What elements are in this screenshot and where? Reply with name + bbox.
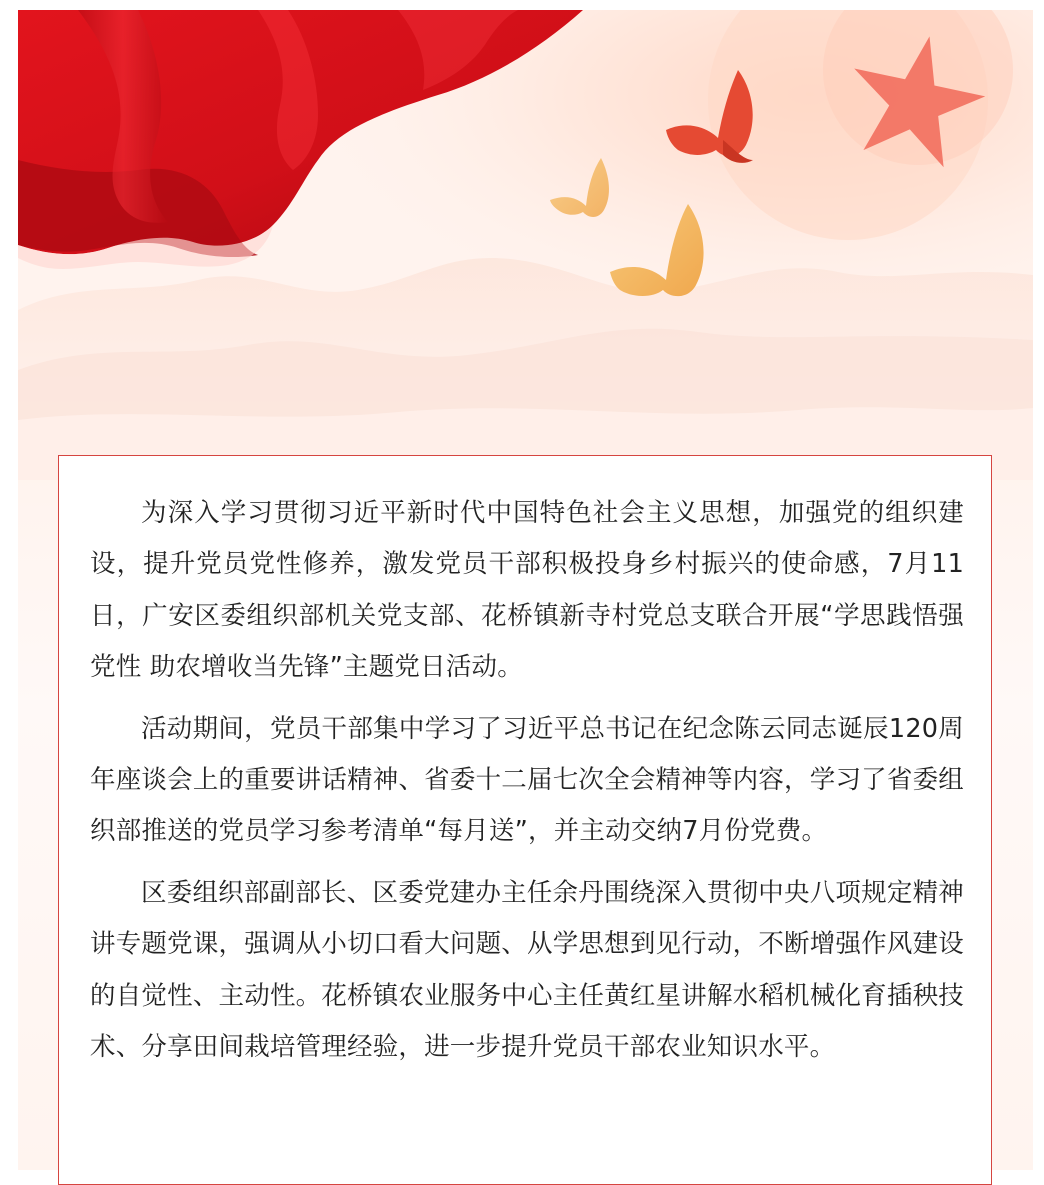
article-paragraph-lecture: 区委组织部副部长、区委党建办主任余丹围绕深入贯彻中央八项规定精神讲专题党课，强调从小切口看大问题、从学思想到见行动，不断增强作风建设的自觉性、主动性。花桥镇农业服务中心主任黄红星讲解水稻机械化育插秧技术、分享田间栽培管理经验，进一步提升党员干部农业知识水平。 (90, 877, 964, 1063)
article-body (90, 488, 964, 1073)
article-paragraph-study: 活动期间，党员干部集中学习了习近平总书记在纪念陈云同志诞辰120周年座谈会上的重要讲话精神、省委十二届七次全会精神等内容，学习了省委组织部推送的党员学习参考清单“每月送”，并主动交纳7月份党费。 (90, 713, 964, 847)
article-paragraph-intro: 为深入学习贯彻习近平新时代中国特色社会主义思想，加强党的组织建设，提升党员党性修养，激发党员干部积极投身乡村振兴的使命感，7月11日，广安区委组织部机关党支部、花桥镇新寺村党总支联合开展“学思践悟强党性 助农增收当先锋”主题党日活动。 (90, 498, 964, 683)
header-banner (18, 10, 1033, 480)
banner-illustration (18, 10, 1033, 480)
